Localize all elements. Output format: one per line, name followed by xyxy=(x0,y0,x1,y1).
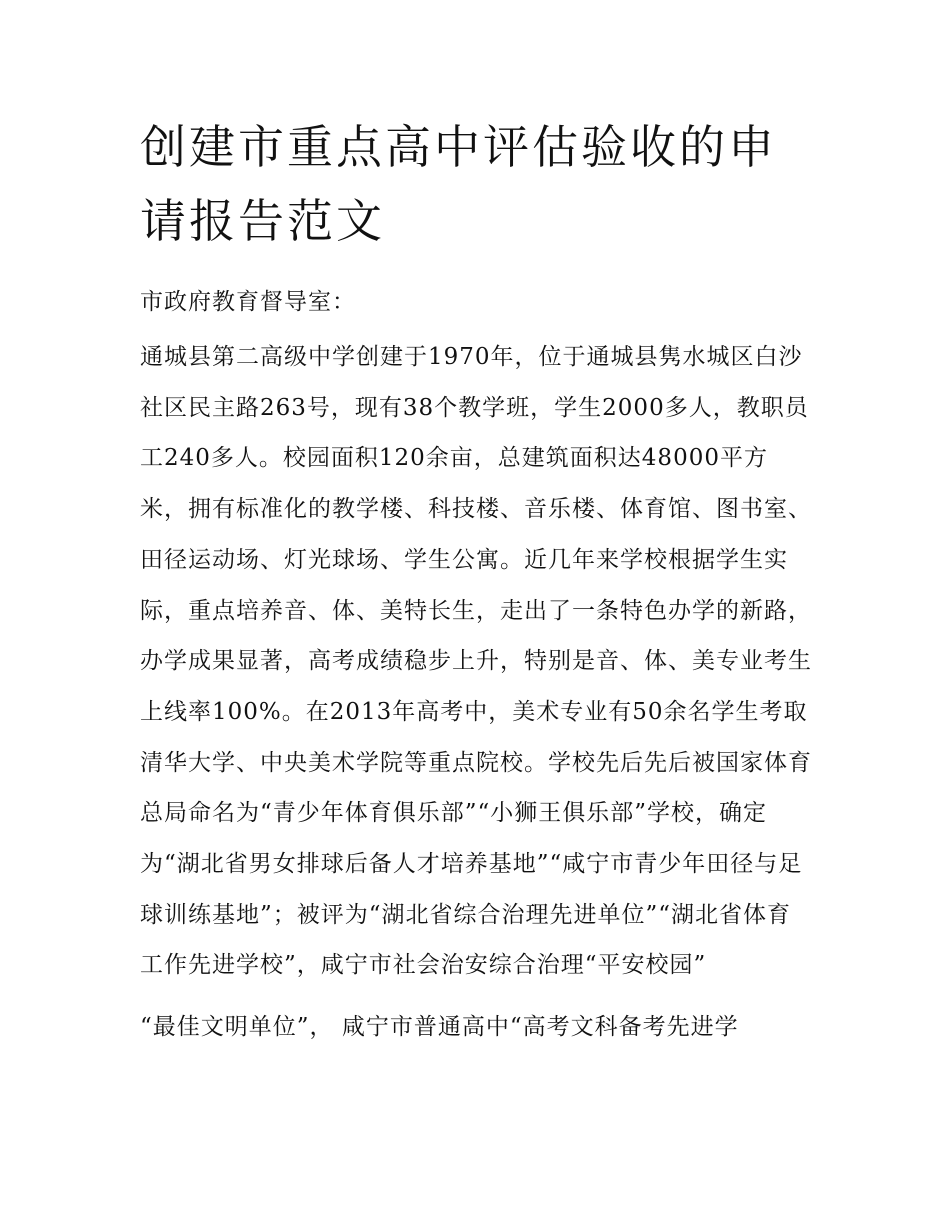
document-title: 创建市重点高中评估验收的申请报告范文 xyxy=(140,120,777,248)
body-paragraph-continuation: “最佳文明单位”， 咸宁市普通高中“高考文科备考先进学 xyxy=(140,1014,739,1040)
salutation: 市政府教育督导室： xyxy=(140,289,356,315)
body-paragraph: 通城县第二高级中学创建于1970年，位于通城县隽水城区白沙社区民主路263号，现有38个教学班，学生2000多人，教职员工240多人。校园面积120余亩，总建筑面积达48000平方米，拥有标准化的教学楼、科技楼、音乐楼、体育馆、图书室、田径运动场、灯光球场、学生公寓。近几年来学校根据学生实际，重点培养音、体、美特长生，走出了一条特色办学的新路，办学成果显著，高考成绩稳步上升，特别是音、体、美专业考生上线率100%。在2013年高考中，美术专业有50余名学生考取清华大学、中央美术学院等重点院校。学校先后先后被国家体育总局命名为“青少年体育俱乐部”“小狮王俱乐部”学校，确定为“湖北省男女排球后备人才培养基地”“咸宁市青少年田径与足球训练基地”；被评为“湖北省综合治理先进单位”“湖北省体育工作先进学校”，咸宁市社会治安综合治理“平安校园” xyxy=(140,344,812,979)
